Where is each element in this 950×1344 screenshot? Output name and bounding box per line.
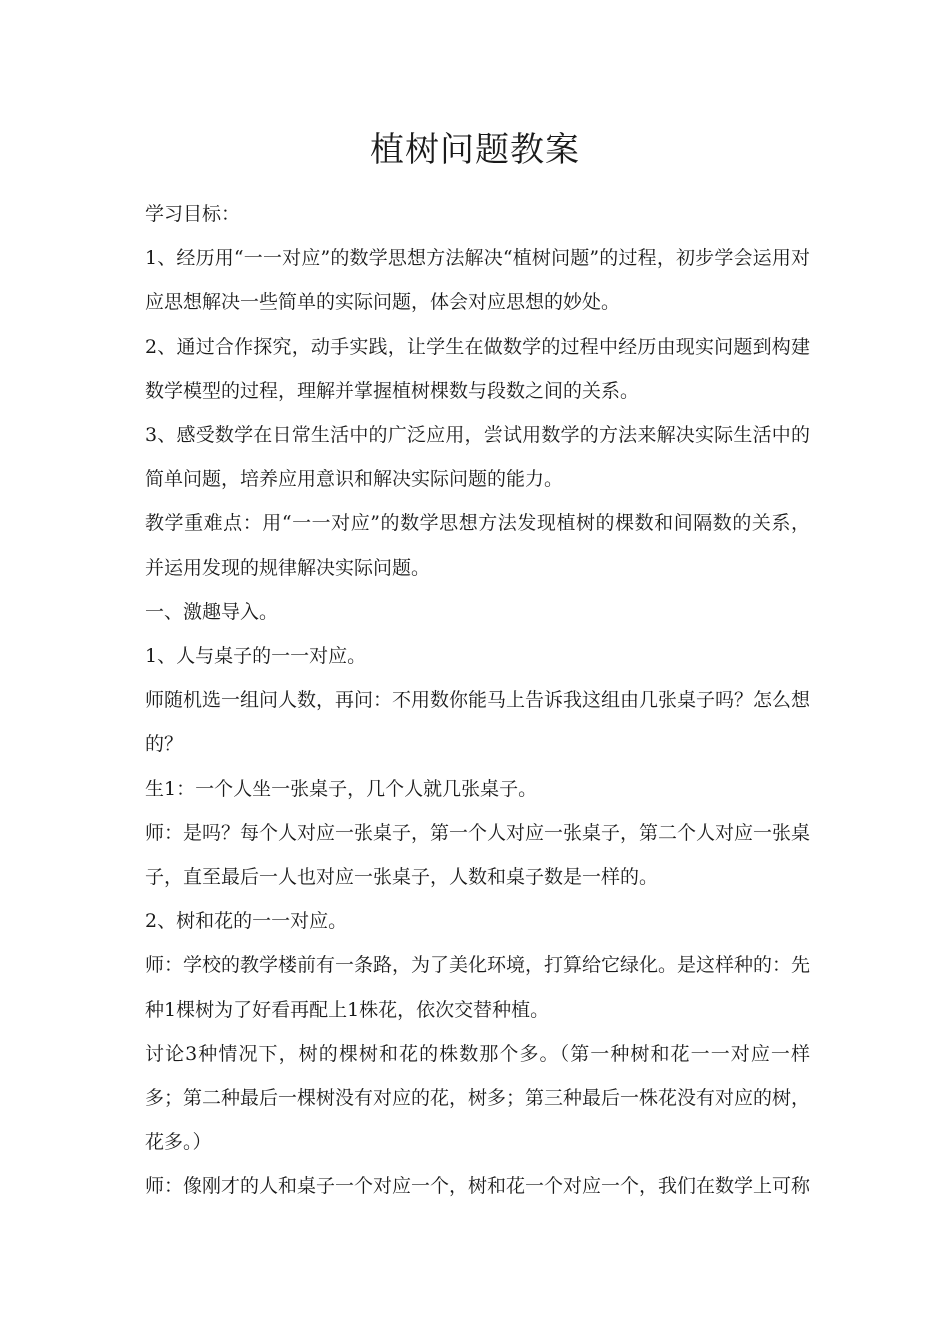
paragraph-goal-1: 1、经历用“一一对应”的数学思想方法解决“植树问题”的过程，初步学会运用对应思想解决一些简单的实际问题，体会对应思想的妙处。 (145, 247, 810, 314)
paragraph-goal-3: 3、感受数学在日常生活中的广泛应用，尝试用数学的方法来解决实际生活中的简单问题，培养应用意识和解决实际问题的能力。 (145, 424, 810, 491)
document-title: 植树问题教案 (370, 130, 580, 170)
paragraph-key-difficulties: 教学重难点：用“一一对应”的数学思想方法发现植树的棵数和间隔数的关系，并运用发现的规律解决实际问题。 (145, 512, 810, 579)
document-body (145, 192, 810, 1209)
paragraph-goal-2: 2、通过合作探究，动手实践，让学生在做数学的过程中经历由现实问题到构建数学模型的过程，理解并掌握植树棵数与段数之间的关系。 (145, 335, 810, 402)
paragraph-teacher-explanation: 师：是吗？每个人对应一张桌子，第一个人对应一张桌子，第二个人对应一张桌子，直至最后一人也对应一张桌子，人数和桌子数是一样的。 (145, 821, 811, 889)
paragraph-teacher-question: 师随机选一组问人数，再问：不用数你能马上告诉我这组由几张桌子吗？怎么想的？ (145, 689, 811, 756)
paragraph-discussion: 讨论3种情况下，树的棵树和花的株数那个多。（第一种树和花一一对应一样多；第二种最后一棵树没有对应的花，树多；第三种最后一株花没有对应的树，花多。） (145, 1042, 811, 1154)
paragraph-student-answer: 生1：一个人坐一张桌子，几个人就几张桌子。 (145, 777, 538, 800)
paragraph-learning-goals-heading: 学习目标： (145, 203, 241, 225)
paragraph-section-1-heading: 一、激趣导入。 (145, 600, 279, 623)
paragraph-subsection-1: 1、人与桌子的一一对应。 (145, 645, 367, 668)
paragraph-subsection-2: 2、树和花的一一对应。 (145, 910, 348, 933)
paragraph-teacher-summary: 师：像刚才的人和桌子一个对应一个，树和花一个对应一个，我们在数学上可称 (145, 1175, 811, 1198)
paragraph-teacher-scenario: 师：学校的教学楼前有一条路，为了美化环境，打算给它绿化。是这样种的：先种1棵树为了好看再配上1株花，依次交替种植。 (145, 954, 811, 1021)
